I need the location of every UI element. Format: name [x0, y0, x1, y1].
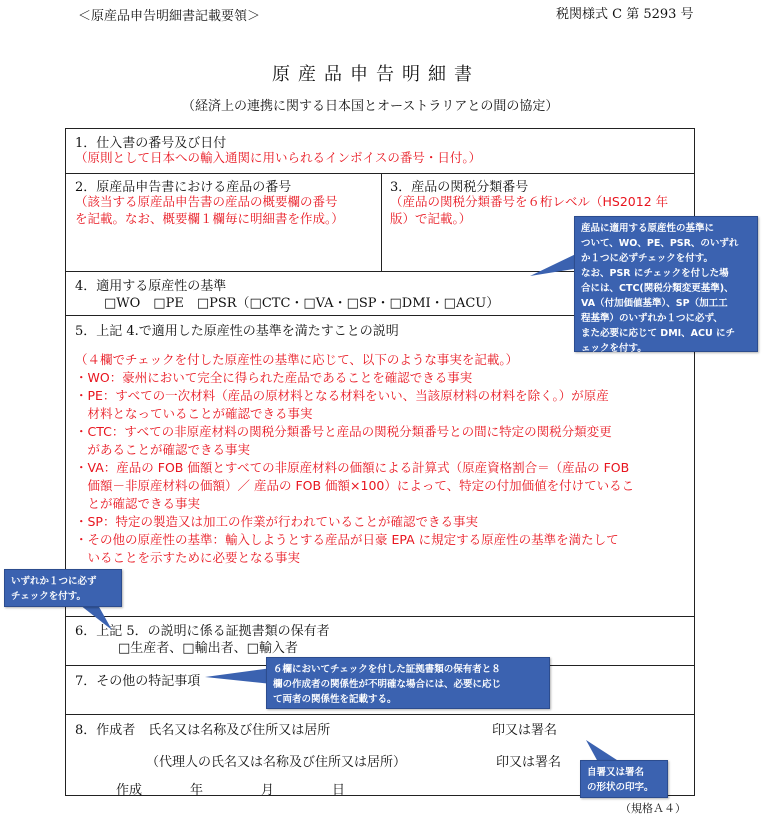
proxy-label: （代理人の氏名又は名称及び住所又は居所） [146, 755, 407, 770]
callout-4-pointer [586, 740, 620, 762]
callout-signature-note [580, 760, 668, 798]
form-number: 税関様式 C 第 5293 号 [556, 7, 694, 22]
origin-criteria-checkboxes[interactable]: □WO □PE □PSR（□CTC・□VA・□SP・□DMI・□ACU） [104, 296, 500, 311]
callout-line: 自署又は署名 [587, 767, 645, 778]
field-7-label: 7．その他の特記事項 [75, 674, 201, 689]
field-5-line: ・WO：豪州において完全に得られた産品であることを確認できる事実 [75, 370, 473, 385]
field-2-note-line: （該当する原産品申告書の産品の概要欄の番号 [75, 194, 338, 209]
field-5-label: 5．上記 4.で適用した原産性の基準を満たすことの説明 [75, 324, 399, 339]
callout-line: また必要に応じて DMI、ACU にチ [581, 328, 736, 339]
callout-line: 欄の作成者の関係性が不明確な場合には、必要に応じ [273, 679, 502, 690]
callout-1-pointer [530, 252, 580, 276]
field-5-line: ・その他の原産性の基準：輸入しようとする産品が日豪 EPA に規定する原産性の基準を満たして [75, 532, 619, 547]
proxy-seal-label: 印又は署名 [496, 755, 562, 770]
paper-size-note: （規格Ａ４） [620, 802, 686, 815]
evidence-holder-checkboxes[interactable]: □生産者、□輸出者、□輸入者 [118, 641, 298, 656]
seal-or-signature-label: 印又は署名 [492, 723, 558, 738]
date-created-label: 作成 [116, 783, 143, 798]
field-5-line: （４欄でチェックを付した原産性の基準に応じて、以下のような事実を記載。） [75, 352, 519, 367]
field-5-line: 材料となっていることが確認できる事実 [75, 406, 313, 421]
field-2-note-line: を記載。なお、概要欄１欄毎に明細書を作成。） [75, 211, 344, 226]
callout-choose-one [4, 569, 122, 607]
field-1-label: 1．仕入書の番号及び日付 [75, 136, 227, 151]
field-3-note-line: 版）で記載。） [390, 211, 472, 226]
callout-line: ついて、WO、PE、PSR、のいずれ [581, 238, 739, 249]
callout-3-pointer [205, 668, 272, 684]
field-5-line: ・PE：すべての一次材料（産品の原材料となる材料をいい、当該原材料の材料を除く。）が原産 [75, 388, 609, 403]
callout-relationship-note [266, 657, 550, 709]
date-day-label: 日 [332, 783, 346, 798]
callout-line: 程基準）のいずれか１つに必ず、 [581, 313, 723, 324]
field-4-label: 4．適用する原産性の基準 [75, 279, 227, 294]
field-2-label: 2．原産品申告書における産品の番号 [75, 180, 292, 195]
callout-line: チェックを付す。 [11, 591, 86, 602]
callout-line: 合には、CTC(関税分類変更基準)、 [581, 283, 734, 294]
field-5-line: があることが確認できる事実 [75, 442, 251, 457]
callout-line: て両者の関係性を記載する。 [273, 694, 397, 705]
field-5-line: ・SP：特定の製造又は加工の作業が行われていることが確認できる事実 [75, 514, 478, 529]
callout-line: 産品に適用する原産性の基準に [581, 223, 715, 234]
page-subtitle: （経済上の連携に関する日本国とオーストラリアとの間の協定） [182, 99, 559, 114]
field-3-note-line: （産品の関税分類番号を６桁レベル（HS2012 年 [390, 194, 669, 209]
callout-line: の形状の印字。 [587, 782, 654, 793]
field-3-label: 3．産品の関税分類番号 [390, 180, 529, 195]
callout-2-pointer [80, 605, 112, 630]
field-8-label: 8．作成者 氏名又は名称及び住所又は居所 [75, 723, 331, 738]
field-5-line: いることを示すために必要となる事実 [75, 550, 301, 565]
callout-line: いずれか１つに必ず [11, 576, 97, 587]
field-5-line: ・VA：産品の FOB 価額とすべての非原産材料の価額による計算式（原産資格割合＝（産品の FOB [75, 460, 630, 475]
field-5-line: ・CTC：すべての非原産材料の関税分類番号と産品の関税分類番号との間に特定の関税分類変更 [75, 424, 612, 439]
field-6-label: 6．上記 5．の説明に係る証拠書類の保有者 [75, 624, 330, 639]
field-5-line: とが確認できる事実 [75, 496, 201, 511]
callout-line: VA（付加価値基準）、SP（加工工 [581, 298, 728, 309]
callout-line: か１つに必ずチェックを付す。 [581, 253, 713, 264]
guide-title: ＜原産品申告明細書記載要領＞ [78, 9, 261, 24]
field-1-note: （原則として日本への輸入通関に用いられるインボイスの番号・日付。） [75, 150, 482, 165]
date-year-label: 年 [190, 783, 204, 798]
page-title: 原産品申告明細書 [272, 64, 480, 85]
callout-line: ６欄においてチェックを付した証拠書類の保有者と８ [273, 664, 501, 675]
date-month-label: 月 [261, 783, 275, 798]
callout-line: なお、PSR にチェックを付した場 [581, 268, 729, 279]
callout-line: ェックを付す。 [581, 343, 647, 354]
field-5-line: 価額－非原産材料の価額）／ 産品の FOB 価額×100）によって、特定の付加価値を付けているこ [75, 478, 635, 493]
callout-origin-criteria [574, 216, 758, 352]
